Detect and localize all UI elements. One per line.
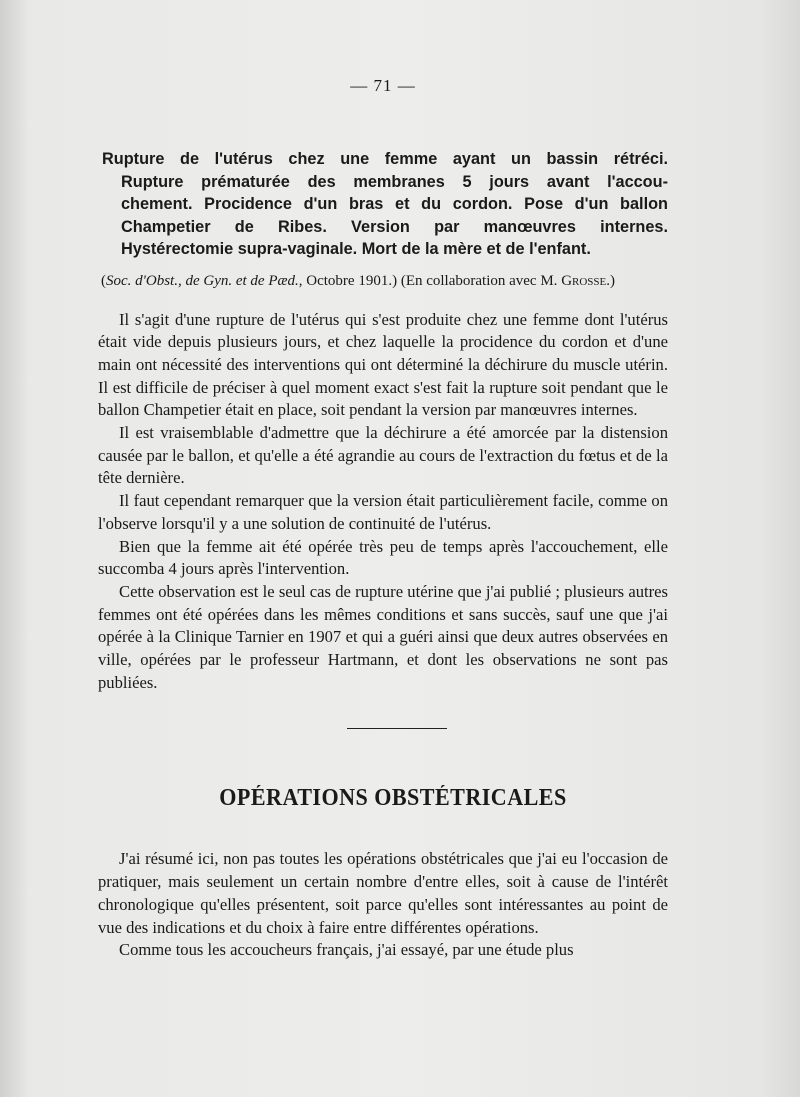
article-title-line: Rupture de l'utérus chez une femme ayant un bassin rétréci.	[102, 150, 668, 168]
article-title-line: Champetier de Ribes. Version par manœuvres internes.	[121, 217, 668, 236]
article-title-line: Hystérectomie supra-vaginale. Mort de la mère et de l'enfant.	[121, 240, 591, 258]
citation-journal: Soc. d'Obst., de Gyn. et de Pæd.	[106, 272, 299, 289]
article-paragraph: Il faut cependant remarquer que la version était particulièrement facile, comme on l'observe lorsqu'il y a une solution de continuité de l'utérus.	[98, 491, 668, 533]
article-title	[102, 148, 668, 261]
citation-author: Grosse	[561, 272, 607, 289]
article-title-line: Rupture prématurée des membranes 5 jours avant l'accou-	[121, 172, 668, 191]
section-divider	[347, 728, 447, 729]
section-title: OPÉRATIONS OBSTÉTRICALES	[219, 785, 567, 812]
article-paragraph: Il est vraisemblable d'admettre que la déchirure a été amorcée par la distension causée par le ballon, et qu'elle a été agrandie au cours de l'extraction du fœtus et de la tête dernière.	[98, 423, 668, 488]
page-content	[98, 76, 668, 962]
citation-close: .)	[606, 272, 616, 289]
article-paragraph: Il s'agit d'une rupture de l'utérus qui s'est produite chez une femme dont l'utérus était vide depuis plusieurs jours, et chez laquelle la procidence du cordon et d'une main ont nécessité des interventions qui ont déterminé la déchirure du muscle utérin. Il est difficile de préciser à quel moment exact s'est fait la rupture soit pendant que le ballon Champetier était en place, soit pendant la version par manœuvres internes.	[98, 309, 668, 420]
article-title-line: chement. Procidence d'un bras et du cordon. Pose d'un ballon	[121, 195, 668, 213]
page-number: — 71 —	[350, 76, 416, 95]
section-paragraph: J'ai résumé ici, non pas toutes les opérations obstétricales que j'ai eu l'occasion de pratiquer, mais seulement un certain nombre d'entre elles, soit à cause de l'intérêt chronologique qu'elles présentent, soit parce qu'elles sont intéressantes au point de vue des indications et du choix à faire entre différentes opérations.	[98, 849, 668, 937]
citation-date: , Octobre 1901.) (En collaboration avec M.	[298, 272, 562, 289]
article-paragraph: Cette observation est le seul cas de rupture utérine que j'ai publié ; plusieurs autres femmes ont été opérées dans les mêmes conditions et sans succès, sauf une que j'ai opérée à la Clinique Tarnier en 1907 et qui a guéri ainsi que deux autres observées en ville, opérées par le professeur Hartmann, et dont les observations ne sont pas publiées.	[98, 581, 668, 692]
section-paragraph: Comme tous les accoucheurs français, j'ai essayé, par une étude plus	[119, 940, 574, 960]
citation-open: (	[101, 272, 106, 289]
article-paragraph: Bien que la femme ait été opérée très peu de temps après l'accouchement, elle succomba 4 jours après l'intervention.	[98, 536, 668, 579]
article-citation	[98, 270, 668, 292]
